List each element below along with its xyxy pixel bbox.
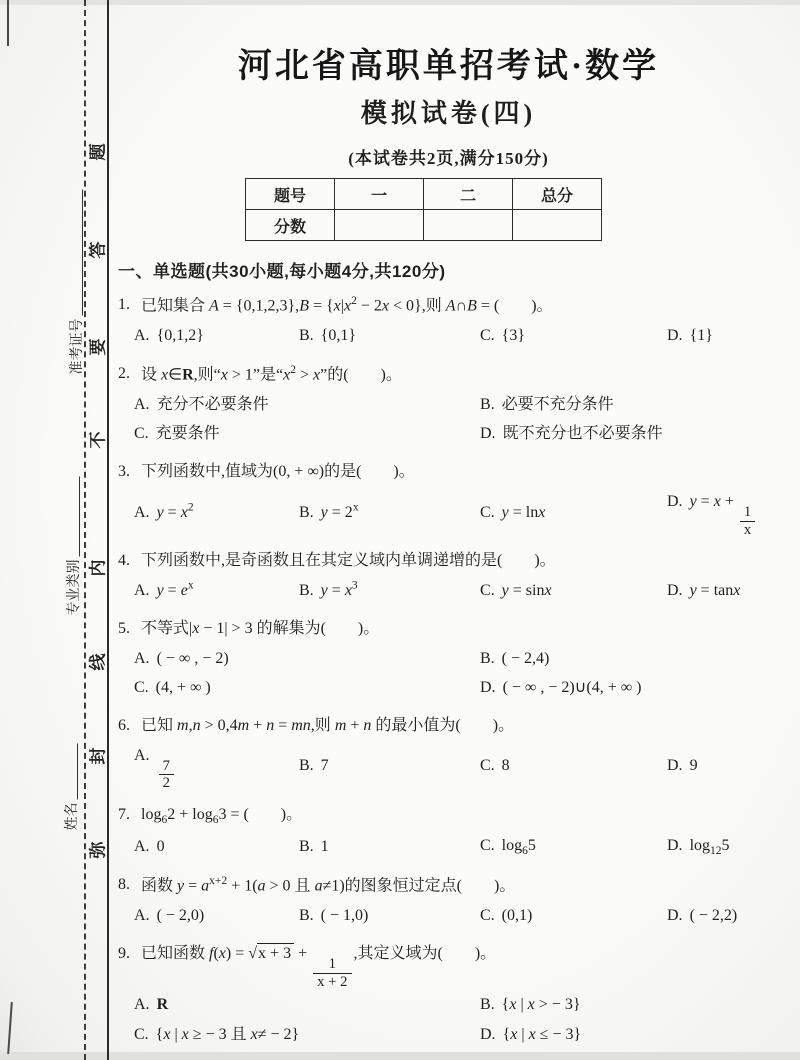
- option-b: [299, 901, 480, 931]
- option-c: [480, 901, 667, 931]
- option-label: A.: [134, 996, 150, 1014]
- question-2: [118, 360, 786, 449]
- score-table-cell: 二: [424, 179, 513, 210]
- seal-char: 封: [88, 747, 108, 765]
- option-label: B.: [480, 395, 495, 413]
- option-label: C.: [480, 582, 495, 600]
- option-label: B.: [480, 996, 495, 1014]
- option-row: [118, 644, 786, 703]
- option-d: [480, 673, 786, 703]
- option-a: [134, 832, 299, 862]
- option-text: {1}: [689, 327, 713, 345]
- option-text: 充分不必要条件: [156, 395, 269, 413]
- option-c: [134, 673, 480, 703]
- option-row: [118, 321, 786, 351]
- question-number: 9.: [118, 944, 130, 962]
- option-text: $y = x^3$: [320, 579, 358, 600]
- option-text: 7: [320, 757, 329, 775]
- question-stem-text: 下列函数中,值域为(0, + ∞)的是( )。: [141, 463, 415, 481]
- option-label: B.: [299, 582, 314, 600]
- option-d: [667, 901, 786, 931]
- question-stem-text: 设 x∈R,则“x > 1”是“$x^2 > x$”的( )。: [141, 363, 402, 384]
- option-text: ( − 2,4): [501, 649, 550, 667]
- paper-note: (本试卷共2页,满分150分): [348, 149, 549, 168]
- seal-char: 题: [88, 143, 108, 161]
- question-stem: [118, 940, 786, 990]
- option-label: A.: [134, 503, 150, 521]
- seal-char: 线: [88, 653, 108, 671]
- option-label: D.: [480, 679, 496, 697]
- page-subtitle: 模拟试卷(四): [360, 99, 537, 128]
- option-label: C.: [480, 907, 495, 925]
- question-list: [107, 291, 790, 1049]
- option-d: [667, 321, 786, 351]
- option-b: [299, 751, 480, 781]
- option-text: ( − ∞ , − 2)∪(4, + ∞ ): [502, 679, 642, 697]
- option-label: D.: [667, 582, 683, 600]
- option-b: [480, 990, 786, 1020]
- option-text: 0: [156, 837, 165, 855]
- field-name-blank: [65, 744, 78, 800]
- score-table: [245, 178, 602, 241]
- option-b: [480, 390, 786, 420]
- option-d: [667, 576, 786, 606]
- option-label: C.: [134, 1025, 149, 1043]
- field-admission-number-blank: [70, 190, 83, 316]
- option-a: [134, 741, 299, 792]
- question-3: [118, 458, 786, 538]
- option-label: D.: [480, 425, 496, 443]
- option-c: [480, 498, 667, 528]
- option-text: 充要条件: [155, 425, 220, 443]
- option-text: y = tanx: [689, 582, 741, 600]
- field-name: [61, 744, 81, 831]
- section-title: 一、单选题(共30小题,每小题4分,共120分): [118, 262, 446, 281]
- option-label: D.: [667, 757, 683, 775]
- option-b: [299, 576, 480, 606]
- option-text: 必要不充分条件: [501, 395, 614, 413]
- question-number: 6.: [118, 716, 130, 734]
- field-major-category: [63, 477, 83, 616]
- option-text: $y = 2^x$: [320, 501, 359, 521]
- option-label: B.: [299, 503, 314, 521]
- question-stem-text: $\log_62 + \log_63$ = ( )。: [141, 805, 303, 827]
- question-stem-text: 函数 $y = a^{x+2} + 1(a > 0$ 且 a≠1)的图象恒过定点( )。: [141, 875, 516, 895]
- option-text: $\log_{12}5$: [689, 836, 730, 857]
- score-table-cell: 总分: [513, 179, 602, 210]
- question-stem: [118, 291, 786, 321]
- option-text: 9: [689, 757, 698, 775]
- question-number: 8.: [118, 876, 130, 894]
- option-text: y = sinx: [501, 582, 552, 600]
- option-text: {3}: [501, 327, 526, 345]
- option-row: [118, 390, 786, 449]
- option-label: D.: [667, 907, 683, 925]
- option-row: [118, 576, 786, 606]
- option-text: {0,1,2}: [156, 327, 204, 345]
- option-c: [480, 321, 667, 351]
- question-stem: [118, 547, 786, 576]
- seal-char: 答: [88, 241, 108, 259]
- option-label: D.: [667, 327, 683, 345]
- score-table-empty-cell: [424, 210, 513, 241]
- option-b: [480, 644, 786, 674]
- option-text: $y = x^2$: [156, 501, 194, 521]
- option-a: [134, 321, 299, 351]
- option-label: A.: [134, 582, 150, 600]
- option-row: [118, 741, 786, 792]
- option-a: [134, 576, 299, 606]
- seal-char: 不: [88, 431, 108, 449]
- option-row: [118, 990, 786, 1049]
- option-label: B.: [299, 757, 314, 775]
- field-name-label: 姓名: [65, 802, 80, 831]
- score-table-cell: 一: [335, 179, 424, 210]
- option-label: C.: [480, 327, 495, 345]
- question-6: [118, 712, 786, 792]
- option-d: [667, 487, 786, 538]
- option-label: A.: [134, 837, 150, 855]
- question-number: 4.: [118, 552, 130, 570]
- option-text: {0,1}: [320, 327, 357, 345]
- score-table-empty-cell: [513, 210, 602, 241]
- question-stem: [118, 871, 786, 901]
- option-label: B.: [299, 327, 314, 345]
- option-text: {x | x ≤ − 3}: [502, 1025, 582, 1043]
- option-row: [118, 901, 786, 931]
- option-label: D.: [667, 836, 683, 854]
- option-d: [480, 1020, 786, 1050]
- seal-char: 内: [88, 559, 108, 577]
- question-stem-text: 不等式|x − 1| > 3 的解集为( )。: [141, 619, 380, 637]
- option-d: [480, 419, 786, 449]
- option-label: C.: [480, 503, 495, 521]
- option-text: 1: [320, 837, 329, 855]
- option-text: (0,1): [501, 907, 533, 925]
- option-a: [134, 390, 480, 420]
- score-table-cell: 分数: [246, 210, 335, 241]
- question-stem-text: 已知 m,n > 0,4m + n = mn,则 m + n 的最小值为( )。: [141, 716, 515, 734]
- option-c: [134, 1020, 480, 1050]
- option-b: [299, 498, 480, 528]
- option-text: R: [156, 996, 169, 1014]
- question-stem-text: 已知函数 f(x) = √x + 3 + $\frac{1}{x + 2}$ ,其定义域为( )。: [141, 944, 497, 990]
- option-label: A.: [134, 327, 150, 345]
- option-label: C.: [480, 757, 495, 775]
- score-table-score-row: [246, 210, 602, 241]
- option-label: D.: [667, 492, 683, 510]
- question-4: [118, 547, 786, 606]
- option-label: A.: [134, 649, 150, 667]
- option-text: {x | x > − 3}: [501, 996, 581, 1014]
- option-b: [299, 832, 480, 862]
- exam-content: [107, 0, 800, 1060]
- option-a: [134, 901, 299, 931]
- option-text: (4, + ∞ ): [155, 679, 211, 697]
- seal-char: 弥: [88, 841, 108, 859]
- question-stem: [118, 615, 786, 644]
- option-text: y = x + $\frac{1}{x}$: [690, 493, 758, 510]
- option-c: [480, 576, 667, 606]
- option-text: 既不充分也不必要条件: [502, 425, 663, 443]
- question-number: 5.: [118, 619, 130, 637]
- option-text: ( − 2,0): [156, 907, 205, 925]
- question-stem: [118, 712, 786, 741]
- question-stem: [118, 458, 786, 487]
- field-admission-number: [66, 190, 86, 375]
- option-text: ( − ∞ , − 2): [156, 649, 229, 667]
- option-text: 8: [501, 757, 510, 775]
- question-stem-text: 已知集合 $A = \{0,1,2,3\},B = \{x|x^2 - 2x < 0\}$,则 A∩B = ( )。: [141, 295, 553, 315]
- option-label: A.: [134, 907, 150, 925]
- question-number: 1.: [118, 296, 130, 313]
- option-a: [134, 644, 480, 674]
- option-text: ( − 2,2): [689, 907, 738, 925]
- option-text: {x | x ≥ − 3 且 x≠ − 2}: [155, 1025, 300, 1043]
- option-label: C.: [134, 679, 149, 697]
- score-table-cell: 题号: [246, 179, 335, 210]
- option-text: $\log_65$: [501, 836, 536, 857]
- option-label: B.: [480, 649, 495, 667]
- option-text: $y = e^x$: [156, 579, 194, 600]
- question-5: [118, 615, 786, 703]
- option-row: [118, 831, 786, 862]
- option-c: [480, 751, 667, 781]
- option-c: [134, 419, 480, 449]
- question-stem: [118, 801, 786, 831]
- score-table-header-row: [246, 179, 602, 210]
- option-label: C.: [480, 836, 495, 854]
- option-label: A.: [134, 395, 150, 413]
- seal-char: 要: [88, 338, 108, 356]
- option-d: [667, 831, 786, 862]
- question-7: [118, 801, 786, 862]
- question-number: 3.: [118, 463, 130, 481]
- option-label: A.: [134, 746, 150, 764]
- option-label: D.: [480, 1025, 496, 1043]
- score-table-empty-cell: [335, 210, 424, 241]
- field-major-category-blank: [67, 477, 80, 557]
- option-label: B.: [299, 837, 314, 855]
- option-b: [299, 321, 480, 351]
- page-title: 河北省高职单招考试·数学: [237, 48, 660, 85]
- option-text: y = lnx: [501, 503, 546, 521]
- option-c: [480, 831, 667, 862]
- question-number: 2.: [118, 364, 130, 382]
- option-a: [134, 498, 299, 528]
- page-fold-mark-top: [7, 0, 9, 46]
- question-stem: [118, 360, 786, 390]
- field-admission-number-label: 准考证号: [70, 318, 85, 375]
- field-major-category-label: 专业类别: [67, 559, 82, 616]
- page-fold-mark-bottom: [7, 1002, 13, 1054]
- option-d: [667, 751, 786, 781]
- question-number: 7.: [118, 805, 130, 823]
- question-8: [118, 871, 786, 931]
- question-stem-text: 下列函数中,是奇函数且在其定义域内单调递增的是( )。: [141, 552, 556, 570]
- question-1: [118, 291, 786, 351]
- option-a: [134, 990, 480, 1020]
- option-text: ( − 1,0): [320, 907, 369, 925]
- question-9: [118, 940, 786, 1049]
- option-label: C.: [134, 425, 149, 443]
- option-text: $\frac{7}{2}$: [157, 747, 176, 764]
- option-row: [118, 487, 786, 538]
- option-label: B.: [299, 907, 314, 925]
